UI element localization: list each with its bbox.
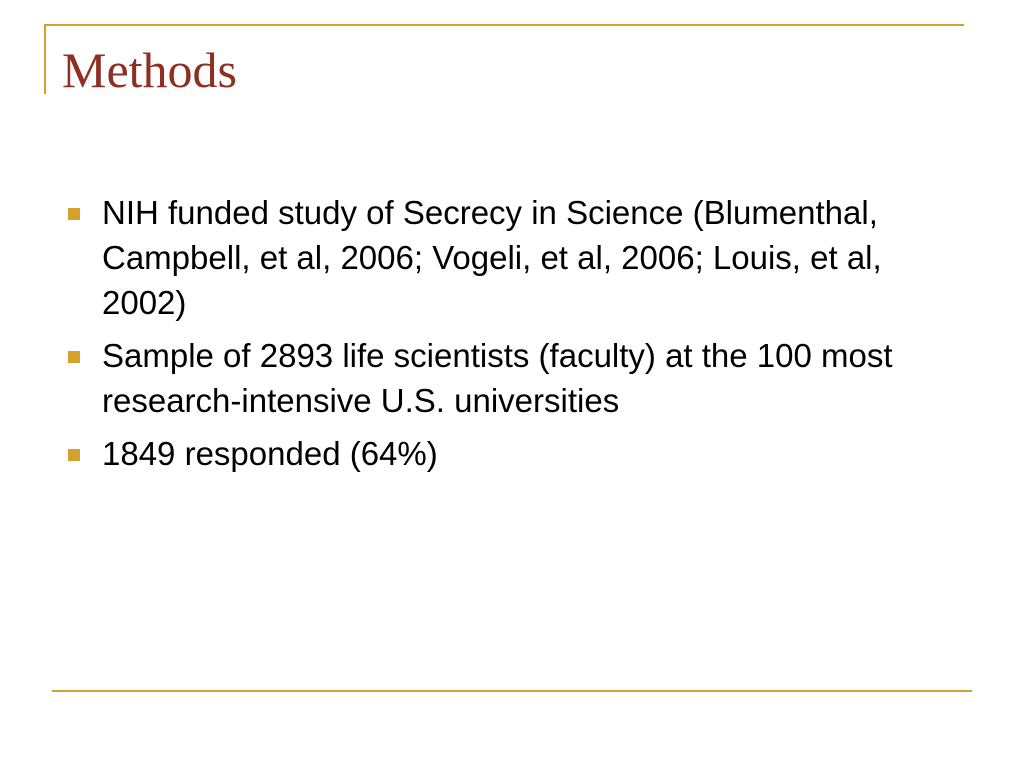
bullet-text: NIH funded study of Secrecy in Science (Blumenthal, Campbell, et al, 2006; Vogeli, et al, 2006; Louis, et al, 2002) xyxy=(102,194,882,321)
bullet-item xyxy=(66,190,966,325)
square-bullet-icon xyxy=(68,449,80,461)
square-bullet-icon xyxy=(68,208,80,220)
bottom-divider-line xyxy=(52,690,972,692)
bullet-item xyxy=(66,333,966,423)
top-divider-line xyxy=(44,24,964,26)
slide-title: Methods xyxy=(62,42,237,98)
bullet-text: Sample of 2893 life scientists (faculty) at the 100 most research-intensive U.S. universities xyxy=(102,337,893,419)
left-accent-line xyxy=(44,24,46,94)
bullet-list xyxy=(66,190,966,484)
bullet-item xyxy=(66,431,966,476)
square-bullet-icon xyxy=(68,351,80,363)
bullet-text: 1849 responded (64%) xyxy=(102,435,438,472)
